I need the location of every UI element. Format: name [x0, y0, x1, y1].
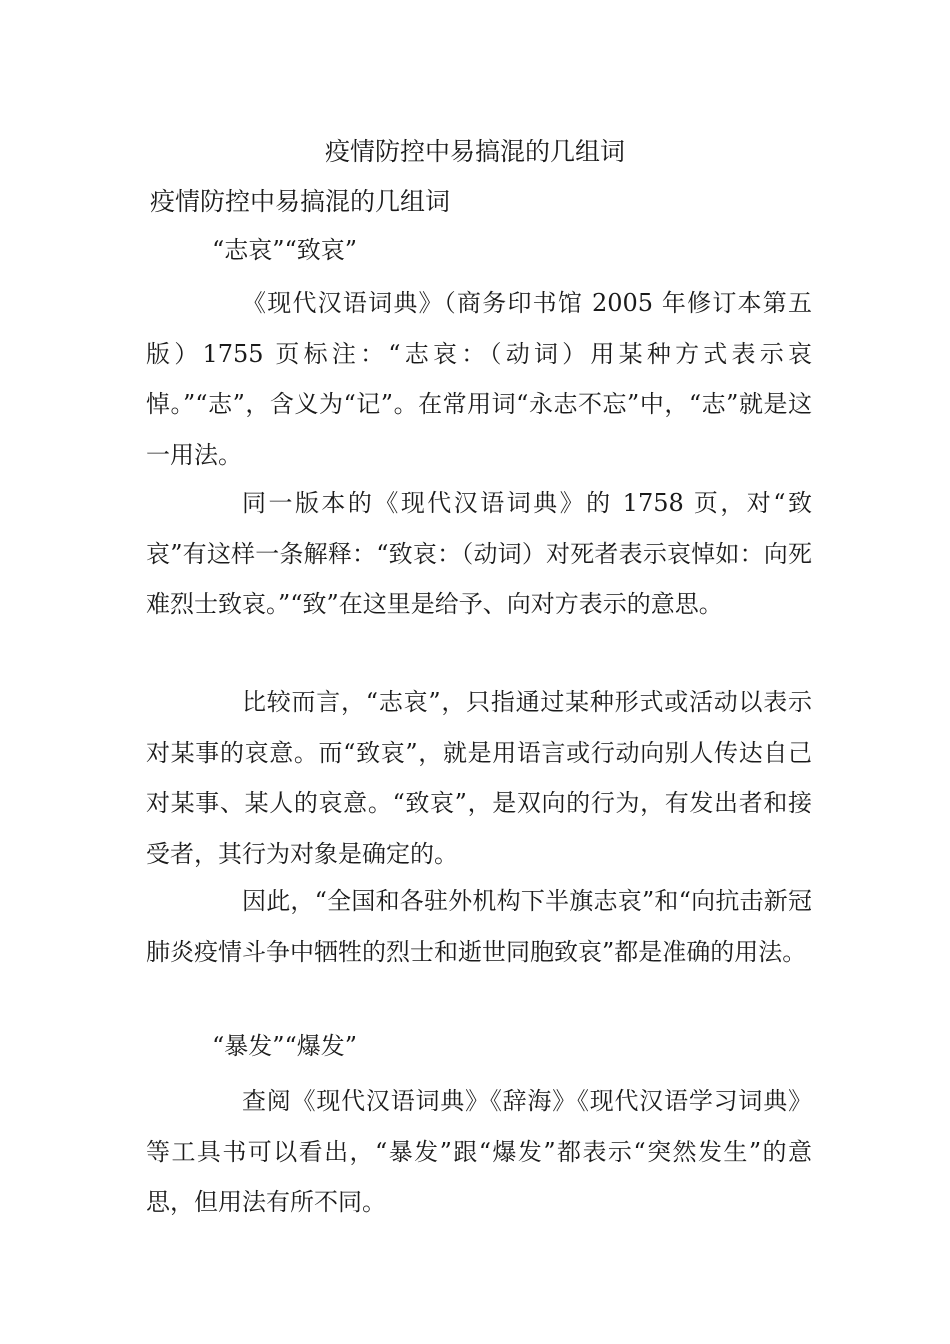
- paragraph: 比较而言，“志哀”，只指通过某种形式或活动以表示对某事的哀意。而“致哀”，就是用语言或行动向别人传达自己对某事、某人的哀意。“致哀”，是双向的行为，有发出者和接受者，其行为对象是确定的。: [146, 688, 812, 868]
- paragraph: 因此，“全国和各驻外机构下半旗志哀”和“向抗击新冠肺炎疫情斗争中牺牲的烈士和逝世同胞致哀”都是准确的用法。: [146, 887, 812, 966]
- document-subtitle: 疫情防控中易搞混的几组词: [150, 187, 451, 216]
- paragraph: 同一版本的《现代汉语词典》的 1758 页，对“致哀”有这样一条解释：“致哀：（动词）对死者表示哀悼如：向死难烈士致哀。”“致”在这里是给予、向对方表示的意思。: [146, 489, 812, 618]
- section-heading-zhiai: “志哀”“致哀”: [212, 236, 358, 264]
- section-heading-baofa: “暴发”“爆发”: [212, 1032, 358, 1060]
- paragraph: 查阅《现代汉语词典》《辞海》《现代汉语学习词典》等工具书可以看出，“暴发”跟“爆发”都表示“突然发生”的意思，但用法有所不同。: [146, 1087, 812, 1216]
- document-title: 疫情防控中易搞混的几组词: [324, 137, 625, 166]
- paragraph: 《现代汉语词典》（商务印书馆 2005 年修订本第五版）1755 页标注：“志哀：（动词）用某种方式表示哀悼。”“志”，含义为“记”。在常用词“永志不忘”中，“志”就是这一用法。: [146, 289, 812, 469]
